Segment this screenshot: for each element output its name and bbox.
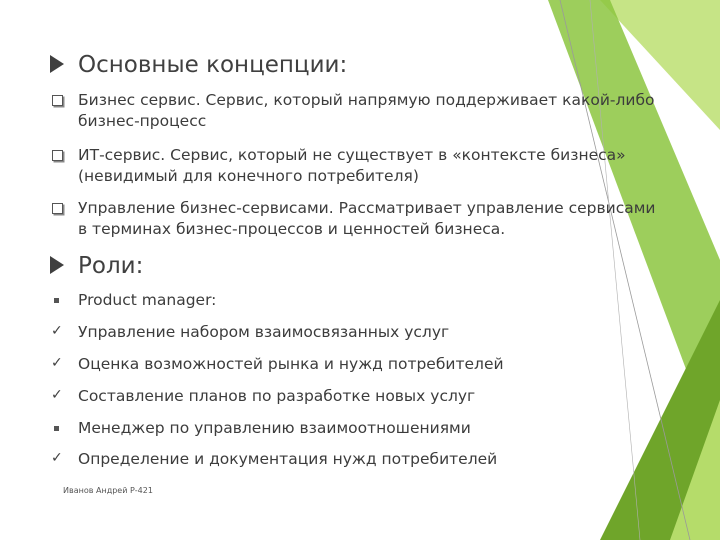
- triangle-bullet-icon: [50, 52, 76, 73]
- role-item: [50, 354, 504, 375]
- role-item: [50, 449, 497, 470]
- square-bullet-icon: [50, 418, 76, 431]
- check-icon: ✓: [51, 323, 63, 339]
- role-text: Product manager:: [78, 291, 217, 309]
- concept-line: в терминах бизнес-процессов и ценностей бизнеса.: [78, 220, 506, 238]
- concept-item: [50, 90, 655, 132]
- concept-line: Бизнес сервис. Сервис, который напрямую поддерживает какой-либо: [78, 91, 655, 109]
- concepts-heading: Основные концепции:: [78, 52, 348, 78]
- square-bullet-icon: [50, 198, 76, 214]
- square-bullet-icon: [50, 290, 76, 303]
- role-item: [50, 418, 471, 439]
- role-item: [50, 386, 475, 407]
- author-footer: Иванов Андрей Р-421: [63, 486, 153, 495]
- roles-heading: Роли:: [78, 253, 144, 279]
- square-bullet-icon: [50, 145, 76, 161]
- role-text: Оценка возможностей рынка и нужд потребителей: [78, 355, 504, 373]
- concept-line: (невидимый для конечного потребителя): [78, 167, 419, 185]
- roles-heading-row: [50, 253, 143, 279]
- role-item: [50, 290, 216, 311]
- check-icon: ✓: [51, 450, 63, 466]
- concepts-heading-row: [50, 52, 347, 78]
- triangle-bullet-icon: [50, 253, 76, 274]
- concept-item: [50, 145, 626, 187]
- role-text: Управление набором взаимосвязанных услуг: [78, 323, 450, 341]
- role-text: Определение и документация нужд потребителей: [78, 450, 498, 468]
- concept-line: ИТ-сервис. Сервис, который не существует в «контексте бизнеса»: [78, 146, 626, 164]
- role-item: [50, 322, 449, 343]
- concept-line: Управление бизнес-сервисами. Рассматривает управление сервисами: [78, 199, 656, 217]
- check-icon: ✓: [51, 387, 63, 403]
- role-text: Составление планов по разработке новых услуг: [78, 387, 476, 405]
- concept-item: [50, 198, 656, 240]
- role-text: Менеджер по управлению взаимоотношениями: [78, 419, 471, 437]
- square-bullet-icon: [50, 90, 76, 106]
- concept-line: бизнес-процесс: [78, 112, 207, 130]
- check-icon: ✓: [51, 355, 63, 371]
